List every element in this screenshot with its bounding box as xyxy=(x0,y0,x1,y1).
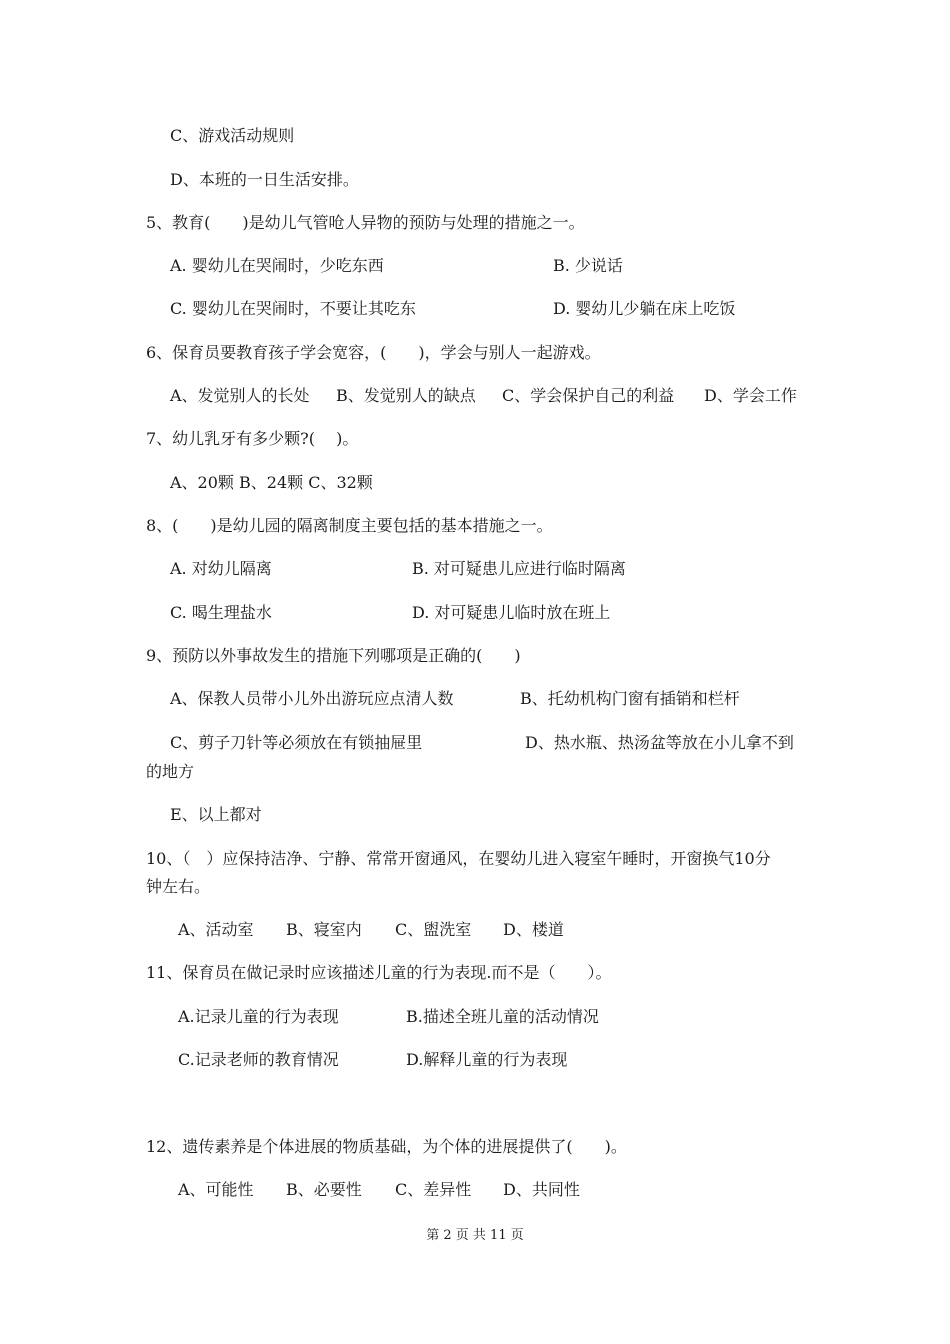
q4-option-c: C、游戏活动规则 xyxy=(170,126,295,145)
q5-option-a: A. 婴幼儿在哭闹时，少吃东西 xyxy=(170,256,384,275)
q9-option-e: E、以上都对 xyxy=(170,805,262,824)
page-footer: 第 2 页 共 11 页 xyxy=(426,1228,524,1243)
q6-option-b: B、发觉别人的缺点 xyxy=(336,386,476,405)
q9-option-c: C、剪子刀针等必须放在有锁抽屉里 xyxy=(170,733,423,752)
q5-stem: 5、教育( )是幼儿气管呛人异物的预防与处理的措施之一。 xyxy=(146,213,585,232)
q6-stem: 6、保育员要教育孩子学会宽容，( )，学会与别人一起游戏。 xyxy=(146,343,601,362)
q10-option-b: B、寝室内 xyxy=(286,920,362,939)
q12-stem: 12、遗传素养是个体进展的物质基础，为个体的进展提供了( )。 xyxy=(146,1137,627,1156)
q6-option-d: D、学会工作 xyxy=(704,386,797,405)
q8-stem: 8、( )是幼儿园的隔离制度主要包括的基本措施之一。 xyxy=(146,516,553,535)
q12-option-d: D、共同性 xyxy=(503,1180,580,1199)
q8-option-a: A. 对幼儿隔离 xyxy=(170,559,272,578)
q5-option-b: B. 少说话 xyxy=(553,256,623,275)
q5-option-d: D. 婴幼儿少躺在床上吃饭 xyxy=(553,299,736,318)
q7-options: A、20颗 B、24颗 C、32颗 xyxy=(170,473,373,492)
q6-option-a: A、发觉别人的长处 xyxy=(170,386,310,405)
q11-option-d: D.解释儿童的行为表现 xyxy=(406,1050,568,1069)
q10-stem: 10、（ ）应保持洁净、宁静、常常开窗通风，在婴幼儿进入寝室午睡时，开窗换气10分 xyxy=(146,849,771,868)
q9-option-d-continued: 的地方 xyxy=(146,762,195,781)
q6-option-c: C、学会保护自己的利益 xyxy=(502,386,675,405)
q12-option-c: C、差异性 xyxy=(395,1180,472,1199)
q11-option-a: A.记录儿童的行为表现 xyxy=(178,1007,339,1026)
q5-option-c: C. 婴幼儿在哭闹时，不要让其吃东 xyxy=(170,299,416,318)
q11-option-c: C.记录老师的教育情况 xyxy=(178,1050,339,1069)
q12-option-b: B、必要性 xyxy=(286,1180,362,1199)
q9-option-d: D、热水瓶、热汤盆等放在小儿拿不到 xyxy=(525,733,794,752)
q4-option-d: D、本班的一日生活安排。 xyxy=(170,170,359,189)
q10-option-d: D、楼道 xyxy=(503,920,564,939)
q10-option-a: A、活动室 xyxy=(178,920,254,939)
q9-stem: 9、预防以外事故发生的措施下列哪项是正确的( ) xyxy=(146,646,521,665)
q7-stem: 7、幼儿乳牙有多少颗?( )。 xyxy=(146,429,359,448)
q10-stem-continued: 钟左右。 xyxy=(146,877,211,896)
q8-option-c: C. 喝生理盐水 xyxy=(170,603,272,622)
q8-option-b: B. 对可疑患儿应进行临时隔离 xyxy=(412,559,626,578)
q11-stem: 11、保育员在做记录时应该描述儿童的行为表现.而不是（ ）。 xyxy=(146,963,612,982)
q8-option-d: D. 对可疑患儿临时放在班上 xyxy=(412,603,611,622)
q11-option-b: B.描述全班儿童的活动情况 xyxy=(406,1007,599,1026)
q9-option-b: B、托幼机构门窗有插销和栏杆 xyxy=(520,689,740,708)
q10-option-c: C、盥洗室 xyxy=(395,920,472,939)
q9-option-a: A、保教人员带小儿外出游玩应点清人数 xyxy=(170,689,454,708)
q12-option-a: A、可能性 xyxy=(178,1180,254,1199)
